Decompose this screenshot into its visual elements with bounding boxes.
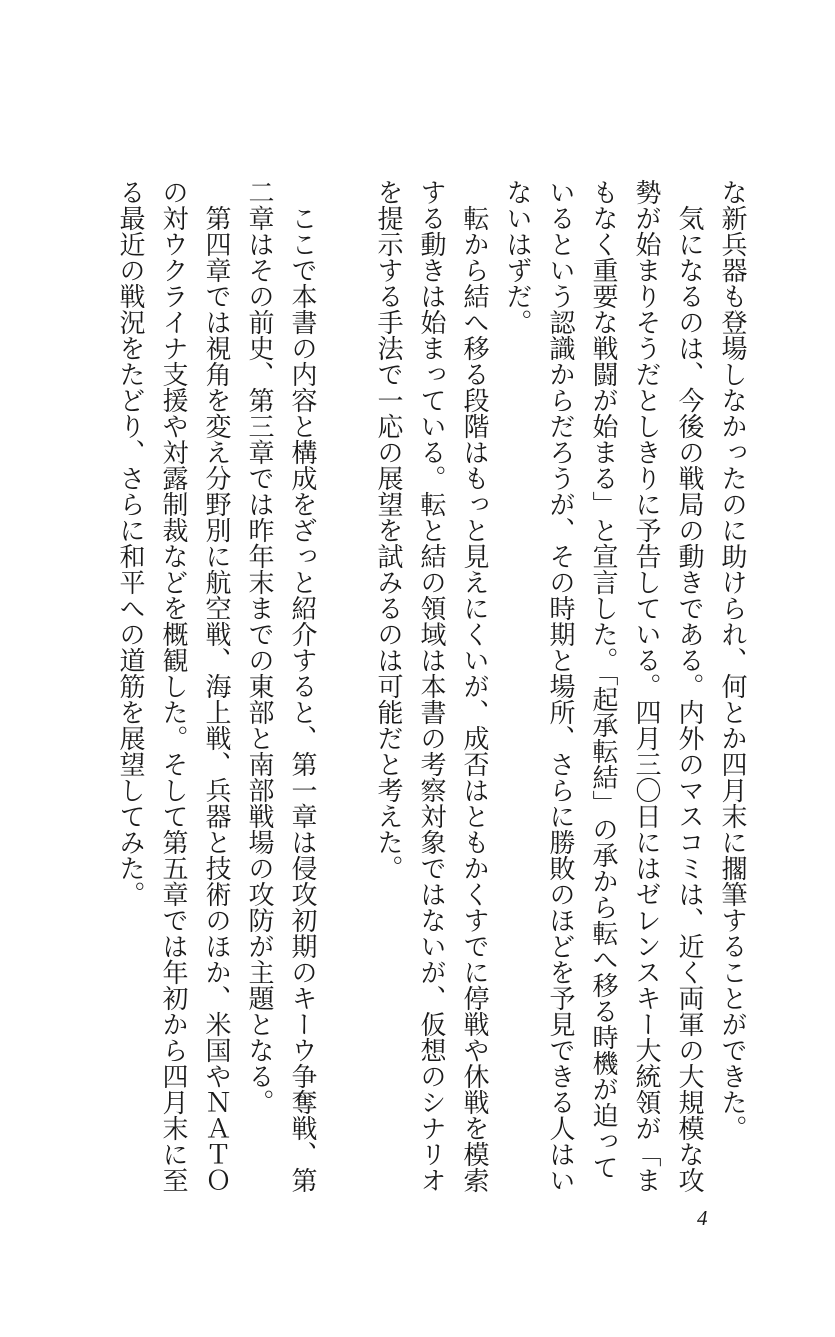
text-line: 転から結へ移る段階はもっと見えにくいが、成否はともかくすでに停戦や休戦を模索 xyxy=(459,179,489,1193)
text-block xyxy=(366,179,753,1193)
text-line: いるという認識からだろうが、その時期と場所、さらに勝敗のほどを予見できる人はい xyxy=(545,179,575,1193)
text-line: を提示する手法で一応の展望を試みるのは可能だと考えた。 xyxy=(373,179,403,881)
text-line: る最近の戦況をたどり、さらに和平への道筋を展望してみた。 xyxy=(115,179,145,907)
page-number: 4 xyxy=(697,1206,708,1230)
text-line: ないはずだ。 xyxy=(502,179,532,335)
vertical-text-body xyxy=(108,179,753,1193)
text-line: 第四章では視角を変え分野別に航空戦、海上戦、兵器と技術のほか、米国やＮＡＴＯ xyxy=(201,179,231,1193)
text-line: な新兵器も登場しなかったのに助けられ、何とか四月末に擱筆することができた。 xyxy=(717,179,747,1141)
text-line: 二章はその前史、第三章では昨年末までの東部と南部戦場の攻防が主題となる。 xyxy=(244,179,274,1115)
text-line: する動きは始まっている。転と結の領域は本書の考察対象ではないが、仮想のシナリオ xyxy=(416,179,446,1193)
text-block xyxy=(108,179,323,1193)
text-line: の対ウクライナ支援や対露制裁などを概観した。そして第五章では年初から四月末に至 xyxy=(158,179,188,1193)
text-line: 気になるのは、今後の戦局の動きである。内外のマスコミは、近く両軍の大規模な攻 xyxy=(674,179,704,1193)
text-line: 勢が始まりそうだとしきりに予告している。四月三〇日にはゼレンスキー大統領が「ま xyxy=(631,179,661,1193)
text-line: もなく重要な戦闘が始まる」と宣言した。「起承転結」の承から転へ移る時機が迫って xyxy=(588,179,618,1180)
text-line: ここで本書の内容と構成をざっと紹介すると、第一章は侵攻初期のキーウ争奪戦、第 xyxy=(287,179,317,1193)
